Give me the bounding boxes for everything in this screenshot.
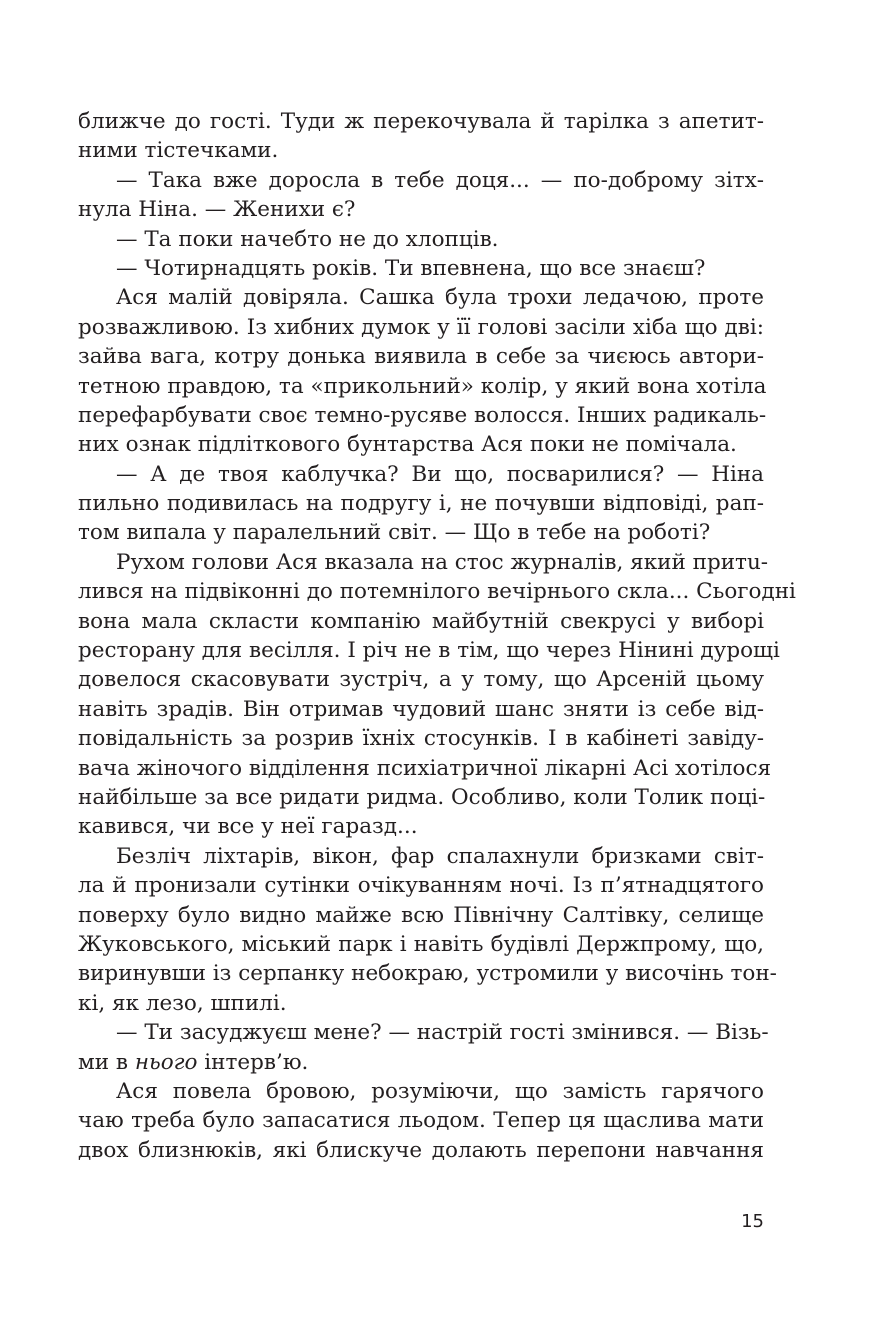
text-line: том випала у паралельний світ. — Що в тебе на роботі? <box>78 520 711 546</box>
text-run: ми в <box>78 1049 135 1075</box>
text-line: нула Ніна. — Женихи є? <box>78 197 356 223</box>
italic-word: нього <box>134 1049 198 1075</box>
text-line: Рухом голови Ася вказала на стос журналів, який притu- <box>116 549 769 575</box>
text-line: розважливою. Із хибних думок у її голові засіли хіба що дві: <box>78 314 764 340</box>
text-line: виринувши із серпанку небокраю, устромили у височінь тон- <box>78 961 777 987</box>
text-line: кі, як лезо, шпилі. <box>78 990 287 1016</box>
text-line: — Чотирнадцять років. Ти впевнена, що все знаєш? <box>116 255 706 281</box>
text-line: Жуковського, міський парк і навіть будівлі Держпрому, що, <box>78 931 764 957</box>
text-line: — Та поки начебто не до хлопців. <box>116 226 499 252</box>
text-line: вача жіночого відділення психіатричної лікарні Асі хотілося <box>78 755 772 781</box>
text-line: вона мала скласти компанію майбутній свекрусі у виборі <box>78 608 764 634</box>
text-line: двох близнюків, які блискуче долають перепони навчання <box>78 1137 764 1163</box>
text-line: чаю треба було запасатися льодом. Тепер ця щаслива мати <box>78 1108 764 1134</box>
text-line: повідальність за розрив їхніх стосунків. І в кабінеті завіду- <box>78 726 764 752</box>
text-line: — Така вже доросла в тебе доця... — по-доброму зітх- <box>116 167 764 193</box>
text-line: — А де твоя каблучка? Ви що, посварилися? — Ніна <box>116 461 764 487</box>
text-line: ними тістечками. <box>78 138 279 164</box>
text-line: перефарбувати своє темно-русяве волосся. Інших радикаль- <box>78 402 767 428</box>
text-line: навіть зрадів. Він отримав чудовий шанс зняти із себе від- <box>78 696 764 722</box>
text-line: Ася повела бровою, розуміючи, що замість гарячого <box>116 1078 764 1104</box>
body-text <box>78 107 796 1165</box>
text-line: Ася малій довіряла. Сашка була трохи ледачою, проте <box>116 285 764 311</box>
text-line: зайва вага, котру донька виявила в себе за чиєюсь автори- <box>78 344 764 370</box>
text-line: них ознак підліткового бунтарства Ася поки не помічала. <box>78 432 737 458</box>
text-line: ла й пронизали сутінки очікуванням ночі. Із п’ятнадцятого <box>78 873 764 899</box>
text-line: поверху було видно майже всю Північну Салтівку, селище <box>78 902 764 928</box>
text-line-with-italic <box>78 1048 764 1077</box>
page-number: 15 <box>741 1211 764 1232</box>
text-line: кавився, чи все у неї гаразд... <box>78 814 418 840</box>
text-line: лився на підвіконні до потемнілого вечірнього скла... Сьогодні <box>78 579 796 605</box>
text-line: довелося скасовувати зустріч, а у тому, що Арсеній цьому <box>78 667 764 693</box>
text-line: тетною правдою, та «прикольний» колір, у який вона хотіла <box>78 373 767 399</box>
text-run: інтерв’ю. <box>197 1049 309 1075</box>
text-line: ресторану для весілля. І річ не в тім, що через Нінині дурощі <box>78 638 780 664</box>
text-line: — Ти засуджуєш мене? — настрій гості змінився. — Візь- <box>116 1020 769 1046</box>
text-line: пильно подивилась на подругу і, не почувши відповіді, рап- <box>78 491 764 517</box>
text-line: Безліч ліхтарів, вікон, фар спалахнули бризками світ- <box>116 843 764 869</box>
text-line: ближче до гості. Туди ж перекочувала й тарілка з апетит- <box>78 109 764 134</box>
text-line: найбільше за все ридати ридма. Особливо, коли Толик поці- <box>78 784 766 810</box>
